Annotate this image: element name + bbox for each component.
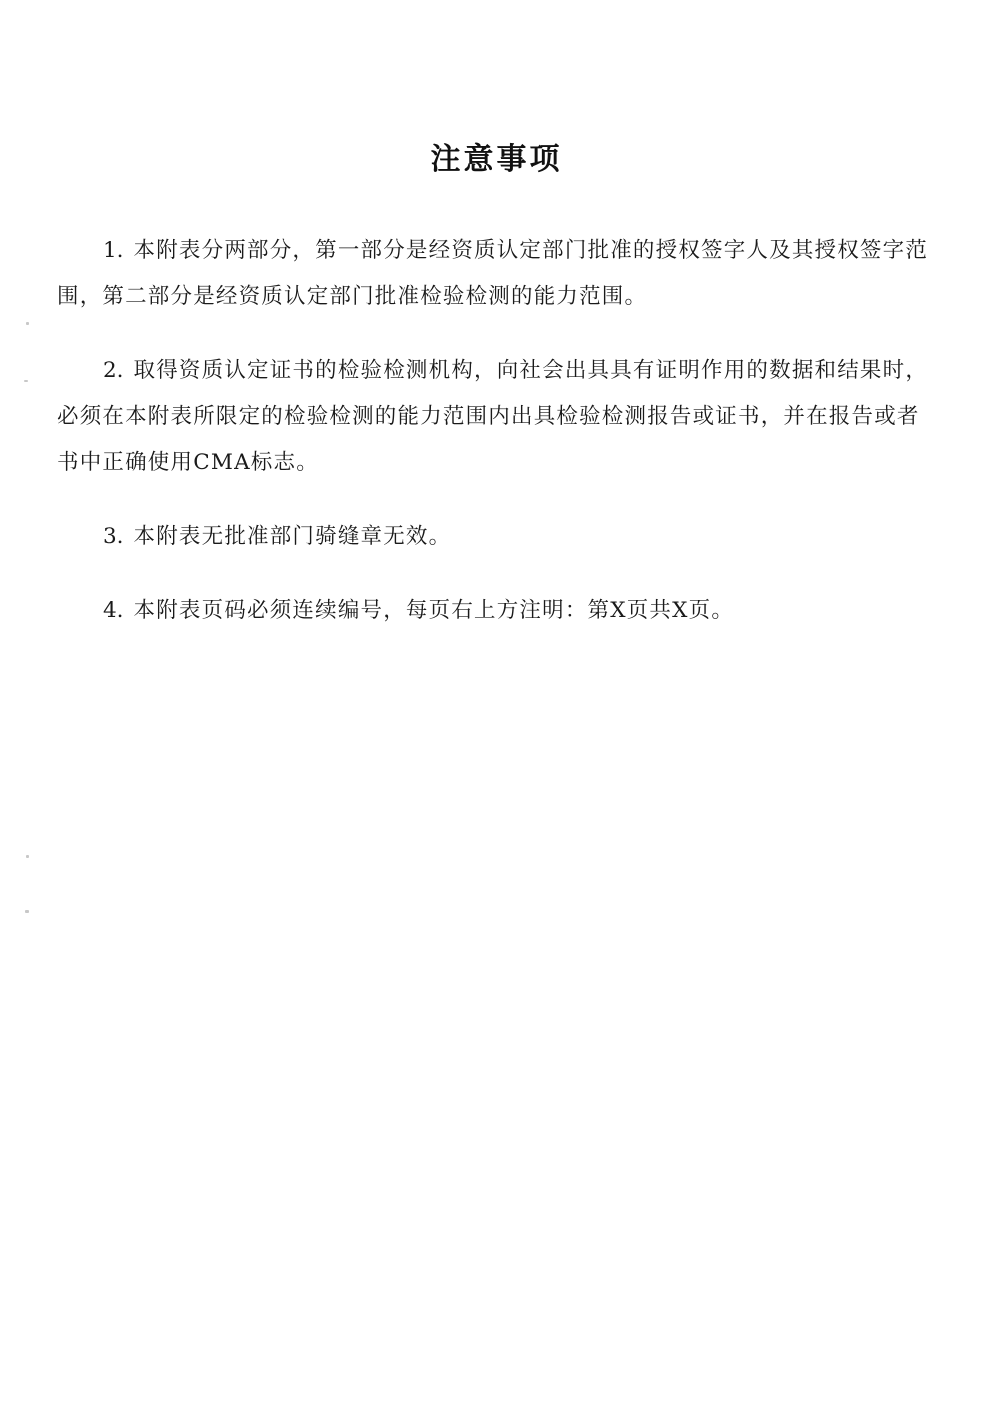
scan-speck — [24, 380, 28, 382]
note-text: 本附表无批准部门骑缝章无效。 — [133, 524, 452, 549]
page-title: 注意事项 — [430, 142, 563, 177]
notes-list — [57, 228, 942, 662]
scan-speck — [26, 855, 29, 858]
note-number: 3. — [103, 524, 124, 549]
scan-speck — [26, 322, 29, 325]
note-number: 2. — [103, 358, 124, 383]
note-text: 取得资质认定证书的检验检测机构，向社会出具具有证明作用的数据和结果时，必须在本附表所限定的检验检测的能力范围内出具检验检测报告或证书，并在报告或者书中正确使用CMA标志。 — [57, 358, 929, 475]
note-number: 1. — [103, 238, 124, 263]
note-item-1 — [57, 228, 942, 320]
note-item-3 — [57, 514, 942, 560]
scan-speck — [25, 910, 29, 913]
note-text: 本附表页码必须连续编号，每页右上方注明：第X页共X页。 — [133, 598, 735, 623]
note-item-2 — [57, 348, 942, 486]
note-number: 4. — [103, 598, 124, 623]
note-text: 本附表分两部分，第一部分是经资质认定部门批准的授权签字人及其授权签字范围，第二部分是经资质认定部门批准检验检测的能力范围。 — [57, 238, 929, 309]
note-item-4 — [57, 588, 942, 634]
